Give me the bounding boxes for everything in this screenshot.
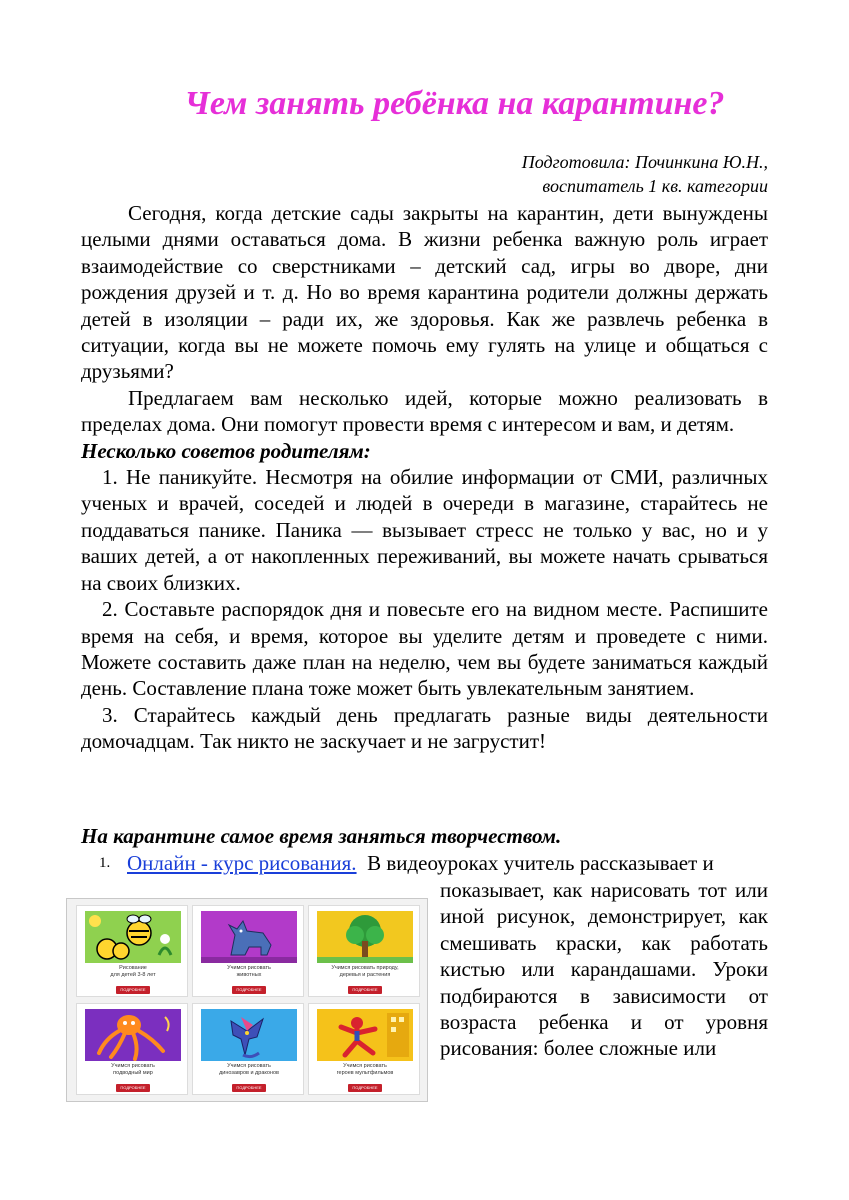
list-number: 1. [99, 855, 111, 871]
course-caption: Учимся рисовать динозавров и драконов [219, 1063, 279, 1076]
octopus-illustration [85, 1009, 181, 1061]
page-title: Чем занять ребёнка на карантине? [184, 85, 725, 122]
author-block [522, 150, 768, 198]
course-card-bees[interactable] [76, 905, 188, 997]
drawing-course-link[interactable]: Онлайн - курс рисования. [127, 851, 357, 875]
intro-paragraph-2: Предлагаем вам несколько идей, которые можно реализовать в пределах дома. Они помогут провести время с интересом и вам, и детям. [81, 385, 768, 437]
details-button[interactable]: ПОДРОБНЕЕ [232, 1084, 266, 1092]
course-caption: Учимся рисовать подводный мир [111, 1063, 155, 1076]
course-caption: Учимся рисовать животных [227, 965, 271, 978]
details-button[interactable]: ПОДРОБНЕЕ [348, 986, 382, 994]
courses-screenshot [66, 898, 428, 1102]
course-card-underwater[interactable] [76, 1003, 188, 1095]
details-button[interactable]: ПОДРОБНЕЕ [232, 986, 266, 994]
course-line [127, 850, 714, 876]
course-caption: Учимся рисовать природу, деревья и растения [331, 965, 399, 978]
intro-paragraph-1: Сегодня, когда детские сады закрыты на карантин, дети вынуждены целыми днями оставаться дома. В жизни ребенка важную роль играет взаимодействие со сверстниками – детский сад, игры во дворе, дни рождения друзей и т. д. Но во время карантина родители должны держать детей в изоляции – ради их, же здоровья. Как же развлечь ребенка в ситуации, когда вы не можете помочь ему гулять на улице и общаться с друзьями? [81, 201, 768, 384]
course-card-dragons[interactable] [192, 1003, 304, 1095]
tip-item-2: 2. Составьте распорядок дня и повесьте его на видном месте. Распишите время на себя, и время, которое вы уделите детям и проведете с ними. Можете составить даже план на неделю, чем вы будете заниматься каждый день. Составление плана тоже может быть увлекательным занятием. [81, 597, 768, 701]
creative-heading: На карантине самое время заняться творчеством. [81, 824, 562, 848]
bees-illustration [85, 911, 181, 963]
course-card-nature[interactable] [308, 905, 420, 997]
details-button[interactable]: ПОДРОБНЕЕ [348, 1084, 382, 1092]
tree-illustration [317, 911, 413, 963]
course-description: показывает, как нарисовать тот или иной рисунок, демонстрирует, как смешивать краски, как работать кистью или карандашами. Уроки подбираются в зависимости от возраста ребенка и от уровня рисования: более сложные или [440, 878, 768, 1061]
wolf-illustration [201, 911, 297, 963]
details-button[interactable]: ПОДРОБНЕЕ [116, 986, 150, 994]
details-button[interactable]: ПОДРОБНЕЕ [116, 1084, 150, 1092]
course-caption: Учимся рисовать героев мультфильмов [336, 1063, 394, 1076]
tip-item-3: 3. Старайтесь каждый день предлагать разные виды деятельности домочадцам. Так никто не заскучает и не загрустит! [81, 702, 768, 754]
tips-heading: Несколько советов родителям: [81, 438, 371, 463]
spiderman-illustration [317, 1009, 413, 1061]
author-name: Подготовила: Починкина Ю.Н., [521, 152, 768, 172]
course-card-cartoon-heroes[interactable] [308, 1003, 420, 1095]
dragon-illustration [201, 1009, 297, 1061]
tips-list [81, 464, 768, 754]
course-card-animals[interactable] [192, 905, 304, 997]
author-position: воспитатель 1 кв. категории [542, 176, 768, 196]
tip-item-1: 1. Не паникуйте. Несмотря на обилие информации от СМИ, различных ученых и врачей, соседей и людей в очереди в магазине, старайтесь не поддаваться панике. Паника — вызывает стресс не только у вас, но и у ваших детей, а от накопленных переживаний, вы можете начать срываться на своих близких. [81, 465, 768, 595]
article-body [81, 200, 768, 755]
course-line-rest: В видеоуроках учитель рассказывает и [367, 851, 714, 875]
creative-section [81, 823, 768, 849]
course-caption: Рисование для детей 3-8 лет [110, 965, 156, 978]
